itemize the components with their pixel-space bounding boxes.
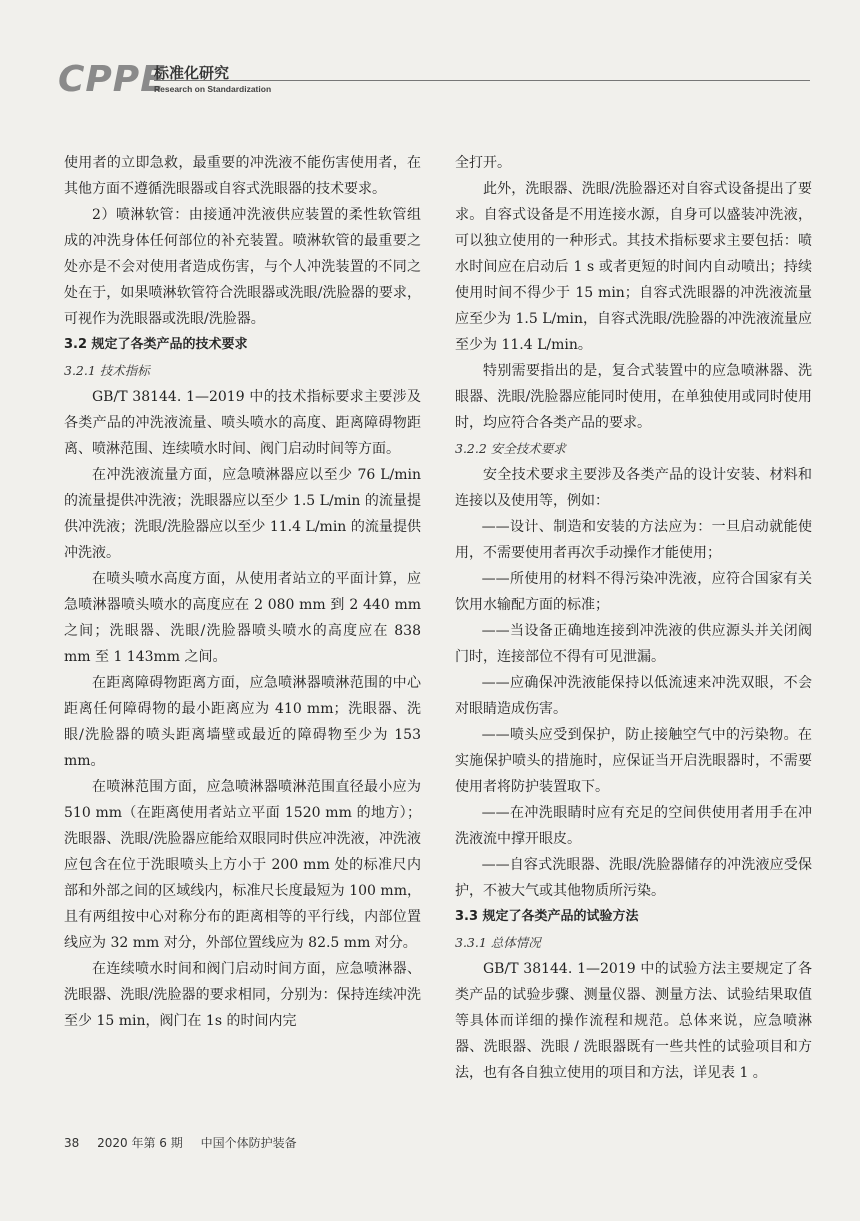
journal-name: 中国个体防护装备 xyxy=(200,1136,297,1150)
dash-item: ——自容式洗眼器、洗眼/洗脸器储存的冲洗液应受保护，不被大气或其他物质所污染。 xyxy=(455,857,812,899)
paragraph: 2）喷淋软管：由接通冲洗液供应装置的柔性软管组成的冲洗身体任何部位的补充装置。喷淋软管的最重要之处亦是不会对使用者造成伤害，与个人冲洗装置的不同之处在于，如果喷淋软管符合洗眼器或洗眼/洗脸器的要求，可视作为洗眼器或洗眼/洗脸器。 xyxy=(64,207,421,327)
left-column xyxy=(64,150,421,1034)
paragraph: 在距离障碍物距离方面，应急喷淋器喷淋范围的中心距离任何障碍物的最小距离应为 410 mm；洗眼器、洗眼/洗脸器的喷头距离墙壁或最近的障碍物至少为 153 mm。 xyxy=(64,675,421,769)
dash-item: ——在冲洗眼睛时应有充足的空间供使用者用手在冲洗液流中撑开眼皮。 xyxy=(455,805,812,847)
paragraph: 安全技术要求主要涉及各类产品的设计安装、材料和连接以及使用等，例如： xyxy=(455,467,812,509)
subsection-heading: 3.2.2 安全技术要求 xyxy=(455,441,566,456)
section-heading: 3.3 规定了各类产品的试验方法 xyxy=(455,909,639,924)
paragraph: 在喷头喷水高度方面，从使用者站立的平面计算，应急喷淋器喷头喷水的高度应在 2 080 mm 到 2 440 mm 之间；洗眼器、洗眼/洗脸器喷头喷水的高度应在 838 mm 至 1 143mm 之间。 xyxy=(64,571,421,665)
dash-item: ——所使用的材料不得污染冲洗液，应符合国家有关饮用水输配方面的标准； xyxy=(455,571,812,613)
page-footer xyxy=(64,1134,311,1151)
subsection-heading: 3.3.1 总体情况 xyxy=(455,935,541,950)
header-subtitle: Research on Standardization xyxy=(154,84,272,94)
paragraph: 特别需要指出的是，复合式装置中的应急喷淋器、洗眼器、洗眼/洗脸器应能同时使用，在单独使用或同时使用时，均应符合各类产品的要求。 xyxy=(455,363,812,431)
header-rule xyxy=(154,80,810,81)
paragraph: GB/T 38144. 1—2019 中的技术指标要求主要涉及各类产品的冲洗液流量、喷头喷水的高度、距离障碍物距离、喷淋范围、连续喷水时间、阀门启动时间等方面。 xyxy=(64,389,421,457)
issue-label: 2020 年第 6 期 xyxy=(97,1136,183,1150)
subsection-heading: 3.2.1 技术指标 xyxy=(64,363,150,378)
paragraph: GB/T 38144. 1—2019 中的试验方法主要规定了各类产品的试验步骤、测量仪器、测量方法、试验结果取值等具体而详细的操作流程和规范。总体来说，应急喷淋器、洗眼器、洗眼 / 洗眼器既有一些共性的试验项目和方法，也有各自独立使用的项目和方法，详见表 1 。 xyxy=(455,961,812,1081)
dash-item: ——设计、制造和安装的方法应为：一旦启动就能使用，不需要使用者再次手动操作才能使用； xyxy=(455,519,812,561)
journal-header xyxy=(58,60,810,106)
page-number: 38 xyxy=(64,1136,80,1150)
dash-item: ——当设备正确地连接到冲洗液的供应源头并关闭阀门时，连接部位不得有可见泄漏。 xyxy=(455,623,812,665)
journal-logo: CPPE xyxy=(58,59,166,100)
right-column xyxy=(455,150,812,1086)
section-heading: 3.2 规定了各类产品的技术要求 xyxy=(64,337,248,352)
header-title: 标准化研究 xyxy=(154,64,230,82)
paragraph: 使用者的立即急救，最重要的冲洗液不能伤害使用者，在其他方面不遵循洗眼器或自容式洗眼器的技术要求。 xyxy=(64,155,421,197)
paragraph: 在喷淋范围方面，应急喷淋器喷淋范围直径最小应为 510 mm（在距离使用者站立平面 1520 mm 的地方）；洗眼器、洗眼/洗脸器应能给双眼同时供应冲洗液，冲洗液应包含在位于洗眼喷头上方小于 200 mm 处的标准尺内部和外部之间的区域线内，标准尺长度最短为 100 mm，且有两组按中心对称分布的距离相等的平行线，内部位置线应为 32 mm 对分，外部位置线应为 82.5 mm 对分。 xyxy=(64,779,421,951)
dash-item: ——应确保冲洗液能保持以低流速来冲洗双眼，不会对眼睛造成伤害。 xyxy=(455,675,812,717)
dash-item: ——喷头应受到保护，防止接触空气中的污染物。在实施保护喷头的措施时，应保证当开启洗眼器时，不需要使用者将防护装置取下。 xyxy=(455,727,812,795)
paragraph: 在连续喷水时间和阀门启动时间方面，应急喷淋器、洗眼器、洗眼/洗脸器的要求相同，分别为：保持连续冲洗至少 15 min，阀门在 1s 的时间内完 xyxy=(64,961,421,1029)
paragraph: 此外，洗眼器、洗眼/洗脸器还对自容式设备提出了要求。自容式设备是不用连接水源，自身可以盛装冲洗液，可以独立使用的一种形式。其技术指标要求主要包括：喷水时间应在启动后 1 s 或者更短的时间内自动喷出；持续使用时间不得少于 15 min；自容式洗眼器的冲洗液流量应至少为 1.5 L/min，自容式洗眼/洗脸器的冲洗液流量应至少为 11.4 L/min。 xyxy=(455,181,812,353)
paragraph: 在冲洗液流量方面，应急喷淋器应以至少 76 L/min 的流量提供冲洗液；洗眼器应以至少 1.5 L/min 的流量提供冲洗液；洗眼/洗脸器应以至少 11.4 L/min 的流量提供冲洗液。 xyxy=(64,467,421,561)
paragraph: 全打开。 xyxy=(455,155,511,171)
